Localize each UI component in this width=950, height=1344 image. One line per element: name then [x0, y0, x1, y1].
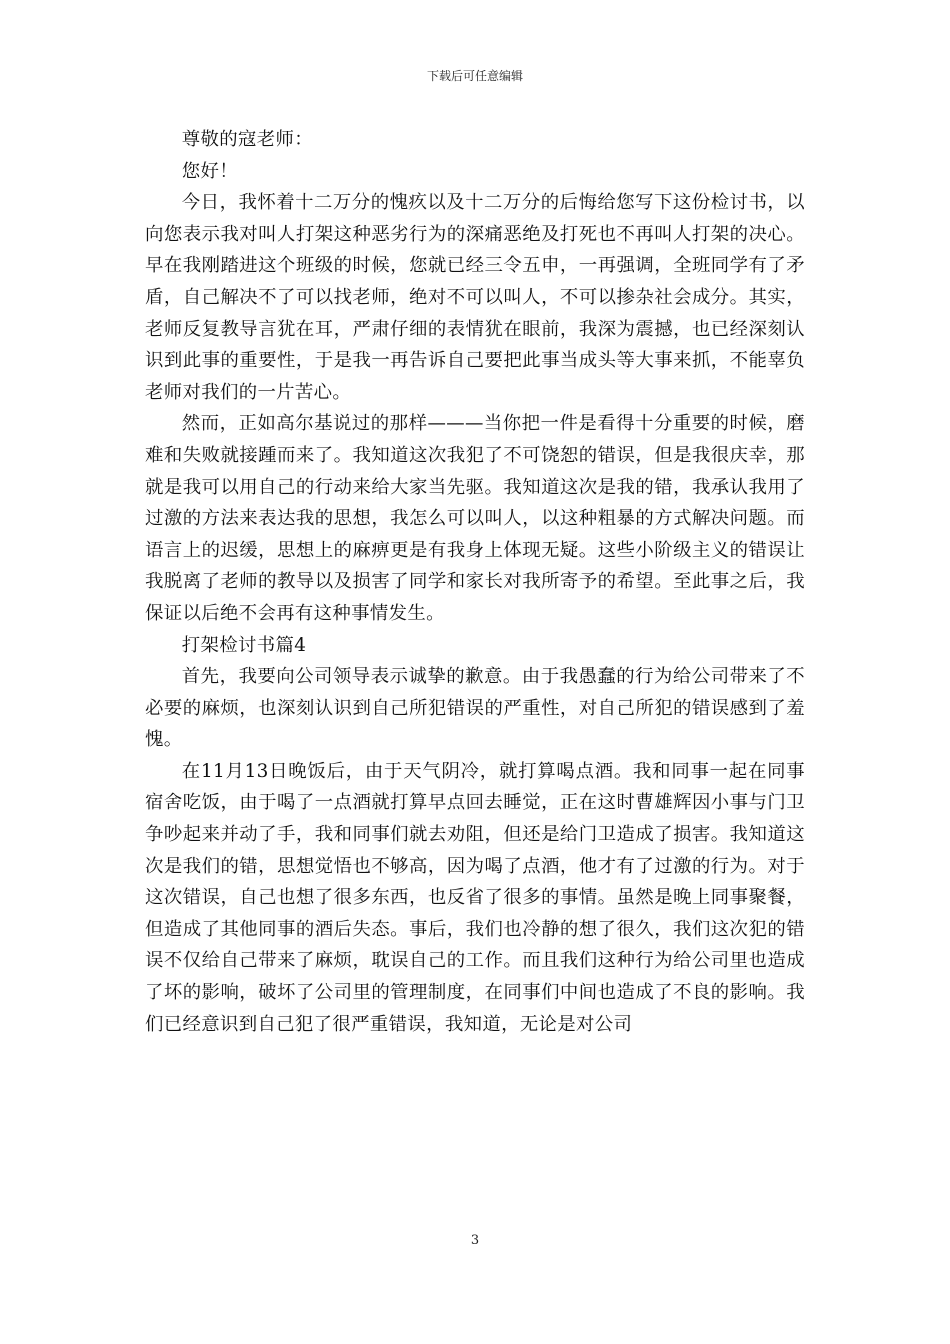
section-heading: 打架检讨书篇4: [181, 634, 307, 656]
page-number: 3: [470, 1233, 480, 1248]
header-note: 下载后可任意编辑: [426, 69, 523, 83]
document-body: [145, 124, 805, 1040]
paragraph-body-2: 然而，正如高尔基说过的那样———当你把一件是看得十分重要的时候，磨难和失败就接踵而来了。我知道这次我犯了不可饶恕的错误，但是我很庆幸，那就是我可以用自己的行动来给大家当先驱。我知道这次是我的错，我承认我用了过激的方法来表达我的思想，我怎么可以叫人，以这种粗暴的方式解决问题。而语言上的迟缓，思想上的麻痹更是有我身上体现无疑。这些小阶级主义的错误让我脱离了老师的教导以及损害了同学和家长对我所寄予的希望。至此事之后，我保证以后绝不会再有这种事情发生。: [145, 413, 805, 624]
paragraph-body-3: 首先，我要向公司领导表示诚挚的歉意。由于我愚蠢的行为给公司带来了不必要的麻烦，也深刻认识到自己所犯错误的严重性，对自己所犯的错误感到了羞愧。: [145, 666, 805, 751]
paragraph-body-1: 今日，我怀着十二万分的愧疚以及十二万分的后悔给您写下这份检讨书，以向您表示我对叫人打架这种恶劣行为的深痛恶绝及打死也不再叫人打架的决心。早在我刚踏进这个班级的时候，您就已经三令五申，一再强调，全班同学有了矛盾，自己解决不了可以找老师，绝对不可以叫人，不可以掺杂社会成分。其实，老师反复教导言犹在耳，严肃仔细的表情犹在眼前，我深为震撼，也已经深刻认识到此事的重要性，于是我一再告诉自己要把此事当成头等大事来抓，不能辜负老师对我们的一片苦心。: [145, 192, 805, 403]
paragraph-greeting: 您好！: [181, 160, 239, 182]
paragraph-salutation: 尊敬的寇老师：: [181, 129, 313, 150]
paragraph-body-4: 在11月13日晚饭后，由于天气阴冷，就打算喝点酒。我和同事一起在同事宿舍吃饭，由于喝了一点酒就打算早点回去睡觉，正在这时曹雄辉因小事与门卫争吵起来并动了手，我和同事们就去劝阻，但还是给门卫造成了损害。我知道这次是我们的错，思想觉悟也不够高，因为喝了点酒，他才有了过激的行为。对于这次错误，自己也想了很多东西，也反省了很多的事情。虽然是晚上同事聚餐，但造成了其他同事的酒后失态。事后，我们也冷静的想了很久，我们这次犯的错误不仅给自己带来了麻烦，耽误自己的工作。而且我们这种行为给公司里也造成了坏的影响，破坏了公司里的管理制度，在同事们中间也造成了不良的影响。我们已经意识到自己犯了很严重错误，我知道，无论是对公司: [145, 760, 805, 1035]
